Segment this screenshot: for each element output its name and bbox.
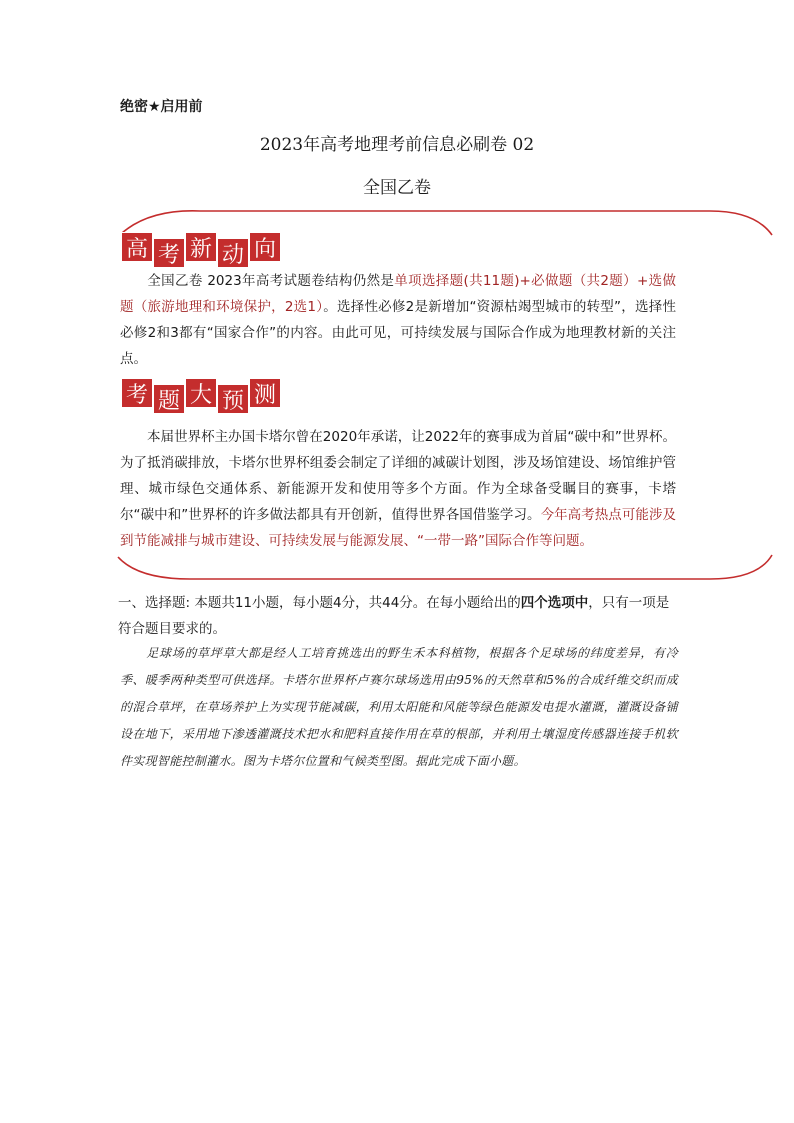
badge-char: 新 (185, 232, 217, 262)
badge-char: 题 (153, 384, 185, 414)
forecast-badge (121, 378, 281, 412)
question-passage (120, 640, 678, 775)
badge-char: 向 (249, 232, 281, 262)
question-heading-tail: ，只有一项是符合题目要求的。 (118, 595, 670, 637)
question-heading (118, 590, 678, 642)
passage-text: 足球场的草坪草大都是经人工培育挑选出的野生禾本科植物，根据各个足球场的纬度差异，有冷季、暖季两种类型可供选择。卡塔尔世界杯卢赛尔球场选用由95%的天然草和5%的合成纤维交织而成的混合草坪，在草场养护上为实现节能减碳，利用太阳能和风能等绿色能源发电提水灌溉，灌溉设备铺设在地下，采用地下渗透灌溉技术把水和肥料直接作用在草的根部，并利用土壤湿度传感器连接手机软件实现智能控制灌水。图为卡塔尔位置和气候类型图。据此完成下面小题。 (120, 646, 678, 768)
badge-char: 动 (217, 238, 249, 268)
badge-char: 大 (185, 378, 217, 408)
badge-char: 考 (153, 238, 185, 268)
badge-char: 高 (121, 232, 153, 262)
forecast-paragraph (120, 424, 676, 554)
page-subtitle: 全国乙卷 (363, 178, 431, 198)
forecast-text: 本届世界杯主办国卡塔尔曾在2020年承诺，让2022年的赛事成为首届“碳中和”世界杯。为了抵消碳排放，卡塔尔世界杯组委会制定了详细的减碳计划图，涉及场馆建设、场馆维护管理、城市绿色交通体系、新能源开发和使用等多个方面。作为全球备受瞩目的赛事，卡塔尔“碳中和”世界杯的许多做法都具有开创新，值得世界各国借鉴学习。 (120, 429, 676, 523)
trend-text-highlight: 单项选择题(共11题)+必做题（共2题）+选做题（旅游地理和环境保护，2选1） (120, 273, 676, 315)
badge-char: 考 (121, 378, 153, 408)
page-title: 2023年高考地理考前信息必刷卷 02 (259, 135, 535, 155)
trend-badge (121, 232, 281, 266)
trend-text-2: 。选择性必修2是新增加“资源枯竭型城市的转型”，选择性必修2和3都有“国家合作”的内容。由此可见，可持续发展与国际合作成为地理教材新的关注点。 (120, 299, 676, 367)
badge-char: 测 (249, 378, 281, 408)
question-heading-text: 一、选择题: 本题共11小题，每小题4分，共44分。在每小题给出的 (118, 595, 521, 611)
forecast-text-highlight: 今年高考热点可能涉及到节能减排与城市建设、可持续发展与能源发展、“一带一路”国际合作等问题。 (120, 507, 677, 549)
trend-text-1: 全国乙卷 2023年高考试题卷结构仍然是 (147, 273, 395, 289)
trend-paragraph (120, 268, 676, 372)
badge-char: 预 (217, 384, 249, 414)
secret-label: 绝密★启用前 (120, 99, 203, 115)
question-heading-bold: 四个选项中 (520, 595, 589, 611)
